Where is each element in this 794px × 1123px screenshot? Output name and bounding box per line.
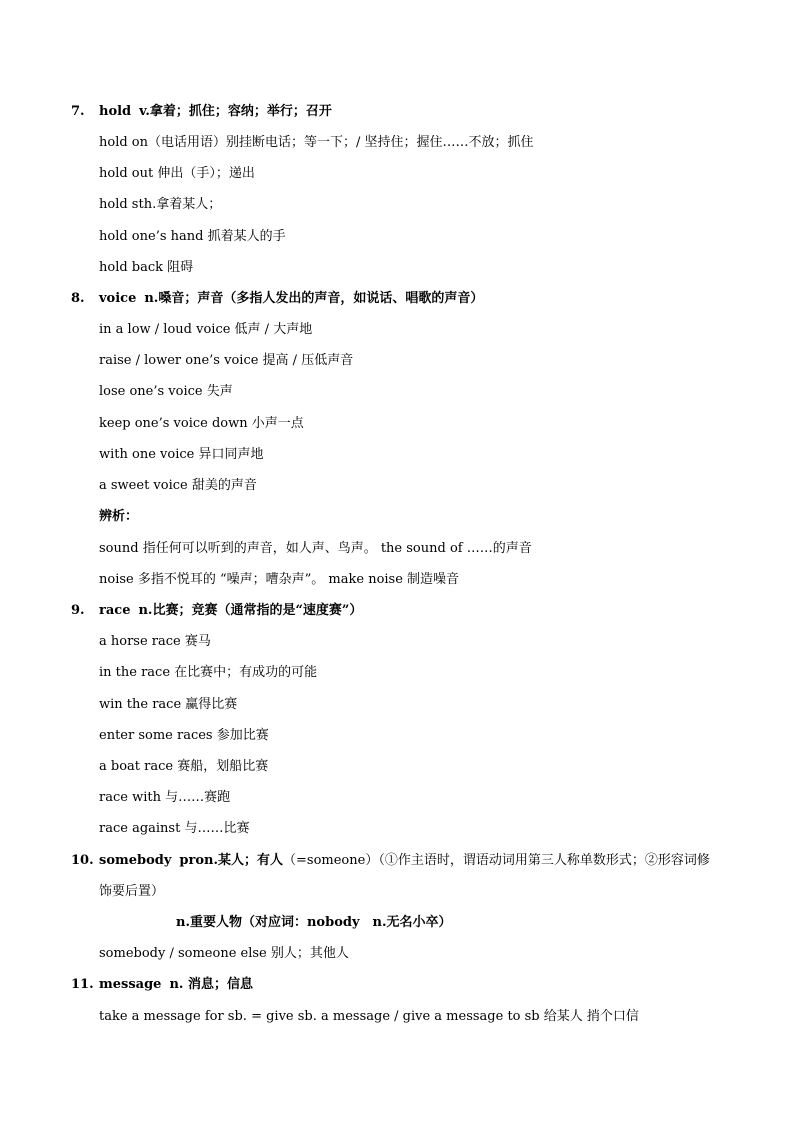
entry-number: 10.	[71, 853, 94, 868]
phrase-line: take a message for sb. = give sb. a message / give a message to sb 给某人 捎个口信	[99, 1009, 639, 1024]
entry-word: hold	[99, 104, 132, 119]
phrase-line: win the race 赢得比赛	[99, 697, 238, 712]
entry-7-heading	[71, 103, 332, 121]
phrase-line: in a low / loud voice 低声 / 大声地	[99, 322, 313, 337]
entry-number: 7.	[71, 104, 85, 119]
entry-sub-definition: n.重要人物（对应词：nobody n.无名小卒）	[176, 915, 452, 930]
entry-10-heading	[71, 852, 710, 870]
phrase-line: race with 与……赛跑	[99, 790, 231, 805]
entry-word: somebody	[99, 853, 172, 868]
entry-note: （=someone）（①作主语时，谓语动词用第三人称单数形式；②形容词修	[283, 853, 710, 868]
entry-definition: n.比赛；竞赛（通常指的是“速度赛”）	[138, 603, 363, 618]
phrase-line: enter some races 参加比赛	[99, 728, 269, 743]
entry-word: message	[99, 977, 162, 992]
phrase-line: in the race 在比赛中；有成功的可能	[99, 665, 318, 680]
phrase-line: somebody / someone else 别人；其他人	[99, 946, 349, 961]
entry-word: race	[99, 603, 131, 618]
entry-8-heading	[71, 290, 483, 308]
analysis-line: sound 指任何可以听到的声音，如人声、鸟声。 the sound of ……的声音	[99, 541, 532, 556]
analysis-label: 辨析：	[99, 509, 139, 524]
phrase-line: hold one’s hand 抓着某人的手	[99, 229, 286, 244]
entry-note-continued: 饰要后置）	[99, 884, 165, 899]
phrase-line: a boat race 赛船，划船比赛	[99, 759, 269, 774]
entry-9-heading	[71, 602, 362, 620]
entry-definition: n.嗓音；声音（多指人发出的声音，如说话、唱歌的声音）	[144, 291, 484, 306]
phrase-line: hold sth.拿着某人；	[99, 197, 222, 212]
phrase-line: a horse race 赛马	[99, 634, 211, 649]
phrase-line: hold out 伸出（手）；递出	[99, 166, 255, 181]
phrase-line: a sweet voice 甜美的声音	[99, 478, 257, 493]
phrase-line: keep one’s voice down 小声一点	[99, 416, 304, 431]
analysis-line: noise 多指不悦耳的 “噪声；嘈杂声”。 make noise 制造噪音	[99, 572, 460, 587]
entry-definition: v.拿着；抓住；容纳；举行；召开	[139, 104, 332, 119]
phrase-line: race against 与……比赛	[99, 821, 250, 836]
phrase-line: lose one’s voice 失声	[99, 384, 233, 399]
entry-definition: pron.某人；有人	[179, 853, 284, 868]
phrase-line: hold back 阻碍	[99, 260, 194, 275]
phrase-line: raise / lower one’s voice 提高 / 压低声音	[99, 353, 354, 368]
phrase-line: hold on（电话用语）别挂断电话；等一下；/ 坚持住；握住……不放；抓住	[99, 135, 534, 150]
phrase-line: with one voice 异口同声地	[99, 447, 264, 462]
entry-word: voice	[99, 291, 137, 306]
entry-number: 11.	[71, 977, 94, 992]
entry-definition: n. 消息；信息	[169, 977, 253, 992]
entry-11-heading	[71, 976, 253, 994]
entry-number: 8.	[71, 291, 85, 306]
entry-number: 9.	[71, 603, 85, 618]
